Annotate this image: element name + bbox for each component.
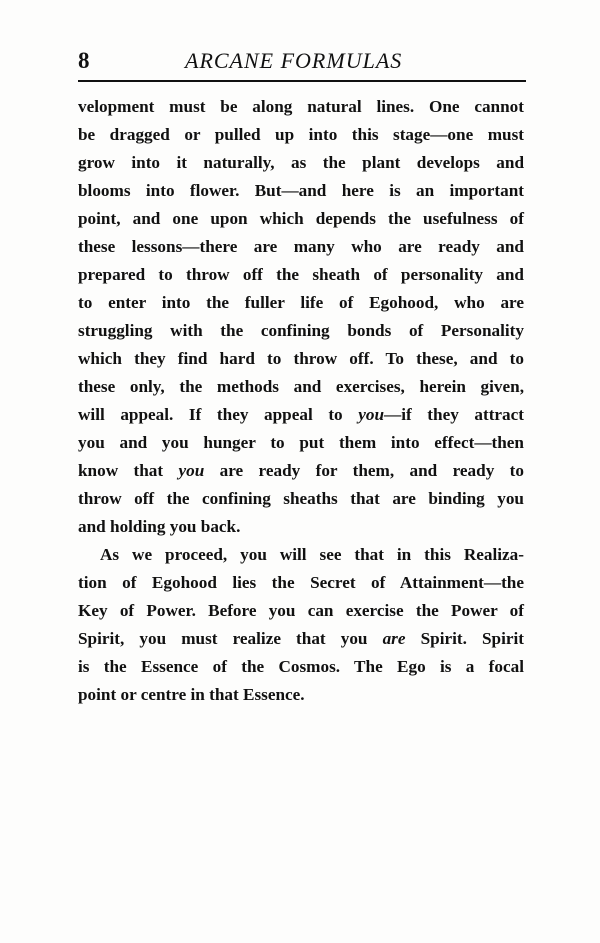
text-run: will appeal. If they appeal to [78,405,359,424]
text-run: be dragged or pulled up into this stage—one must [78,125,524,144]
text-line [78,401,524,429]
text-run: to enter into the fuller life of Egohood, who are [78,293,524,312]
text-run: tion of Egohood lies the Secret of Attainment—the [78,573,524,592]
text-line [78,149,524,177]
text-line [78,289,524,317]
text-run: throw off the confining sheaths that are binding you [78,489,524,508]
text-line [78,653,524,681]
header-rule [78,80,526,82]
text-line [78,429,524,457]
text-line [78,541,524,569]
text-line [78,93,524,121]
text-run: struggling with the confining bonds of Personality [78,321,524,340]
text-line [78,317,524,345]
text-run: which they find hard to throw off. To these, and to [78,349,524,368]
text-run: prepared to throw off the sheath of personality and [78,265,524,284]
page-body-text [78,93,524,709]
italic-text: you [178,461,205,480]
running-header [78,46,526,80]
italic-text: you [358,405,385,424]
text-line [78,597,524,625]
running-title: ARCANE FORMULAS [185,48,403,73]
text-line [78,625,524,653]
text-line [78,121,524,149]
text-line [78,681,524,709]
text-line [78,233,524,261]
italic-text: are [382,629,406,648]
text-run: As we proceed, you will see that in this Realiza- [100,545,524,564]
text-line [78,261,524,289]
text-run: these lessons—there are many who are ready and [78,237,524,256]
text-run: point, and one upon which depends the usefulness of [78,209,524,228]
text-run: blooms into flower. But—and here is an important [78,181,524,200]
text-run: these only, the methods and exercises, herein given, [78,377,524,396]
text-line [78,513,524,541]
text-run: are ready for them, and ready to [204,461,524,480]
text-line [78,205,524,233]
text-run: Spirit, you must realize that you [78,629,383,648]
text-line [78,485,524,513]
text-run: grow into it naturally, as the plant develops and [78,153,524,172]
text-run: point or centre in that Essence. [78,685,305,704]
text-run: velopment must be along natural lines. One cannot [78,97,524,116]
text-run: Spirit. Spirit [405,629,524,648]
text-run: is the Essence of the Cosmos. The Ego is a focal [78,657,524,676]
page-number: 8 [78,48,90,73]
paragraph [78,93,524,541]
text-run: —if they attract [384,405,525,424]
text-line [78,345,524,373]
text-line [78,373,524,401]
text-line [78,457,524,485]
text-run: and holding you back. [78,517,241,536]
text-run: know that [78,461,179,480]
text-run: Key of Power. Before you can exercise the Power of [78,601,524,620]
text-run: you and you hunger to put them into effect—then [78,433,524,452]
paragraph [78,541,524,709]
text-line [78,569,524,597]
text-line [78,177,524,205]
